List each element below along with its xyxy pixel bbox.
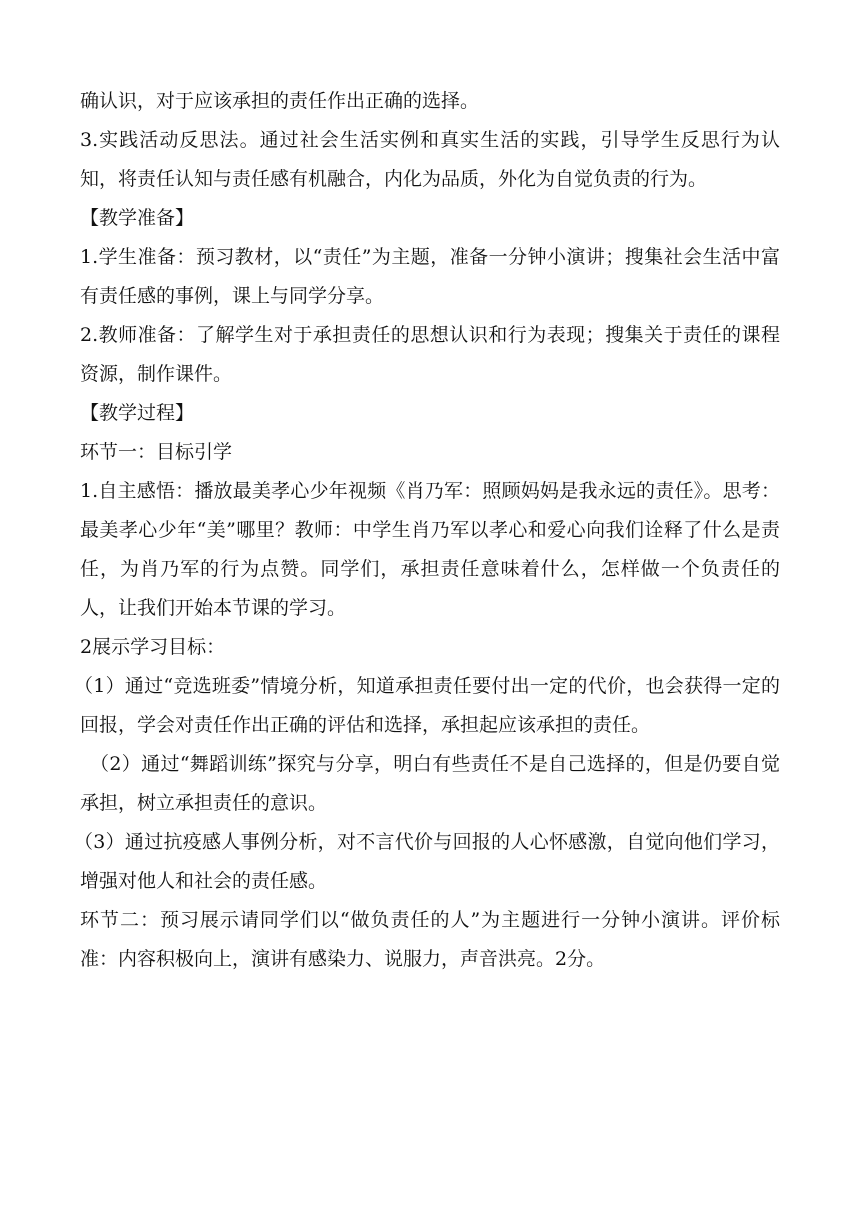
paragraph-teacher-preparation: 2.教师准备：了解学生对于承担责任的思想认识和行为表现；搜集关于责任的课程资源，制作课件。 <box>80 324 780 385</box>
section-heading-process: 【教学过程】 <box>80 402 195 424</box>
goal-item-1: （1）通过“竞选班委”情境分析，知道承担责任要付出一定的代价，也会获得一定的回报，学会对责任作出正确的评估和选择，承担起应该承担的责任。 <box>74 675 780 736</box>
step-paragraph-two: 环节二：预习展示请同学们以“做负责任的人”为主题进行一分钟小演讲。评价标准：内容积极向上，演讲有感染力、说服力，声音洪亮。2分。 <box>80 909 780 970</box>
goal-item-2: （2）通过“舞蹈训练”探究与分享，明白有些责任不是自己选择的，但是仍要自觉承担，树立承担责任的意识。 <box>80 753 780 814</box>
paragraph-continuation: 确认识，对于应该承担的责任作出正确的选择。 <box>80 90 480 112</box>
paragraph-show-goals: 2展示学习目标： <box>80 636 226 658</box>
paragraph-self-reflection: 1.自主感悟：播放最美孝心少年视频《肖乃军：照顾妈妈是我永远的责任》。思考：最美孝心少年“美”哪里？教师：中学生肖乃军以孝心和爱心向我们诠释了什么是责任，为肖乃军的行为点赞。同学们，承担责任意味着什么，怎样做一个负责任的人，让我们开始本节课的学习。 <box>80 480 780 619</box>
paragraph-practice-method: 3.实践活动反思法。通过社会生活实例和真实生活的实践，引导学生反思行为认知，将责任认知与责任感有机融合，内化为品质，外化为自觉负责的行为。 <box>80 129 780 190</box>
document-body <box>74 82 780 979</box>
paragraph-student-preparation: 1.学生准备：预习教材，以“责任”为主题，准备一分钟小演讲；搜集社会生活中富有责任感的事例，课上与同学分享。 <box>80 246 780 307</box>
goal-item-3: （3）通过抗疫感人事例分析，对不言代价与回报的人心怀感激，自觉向他们学习，增强对他人和社会的责任感。 <box>74 831 780 892</box>
step-heading-one: 环节一：目标引学 <box>80 441 233 463</box>
section-heading-preparation: 【教学准备】 <box>80 207 195 229</box>
